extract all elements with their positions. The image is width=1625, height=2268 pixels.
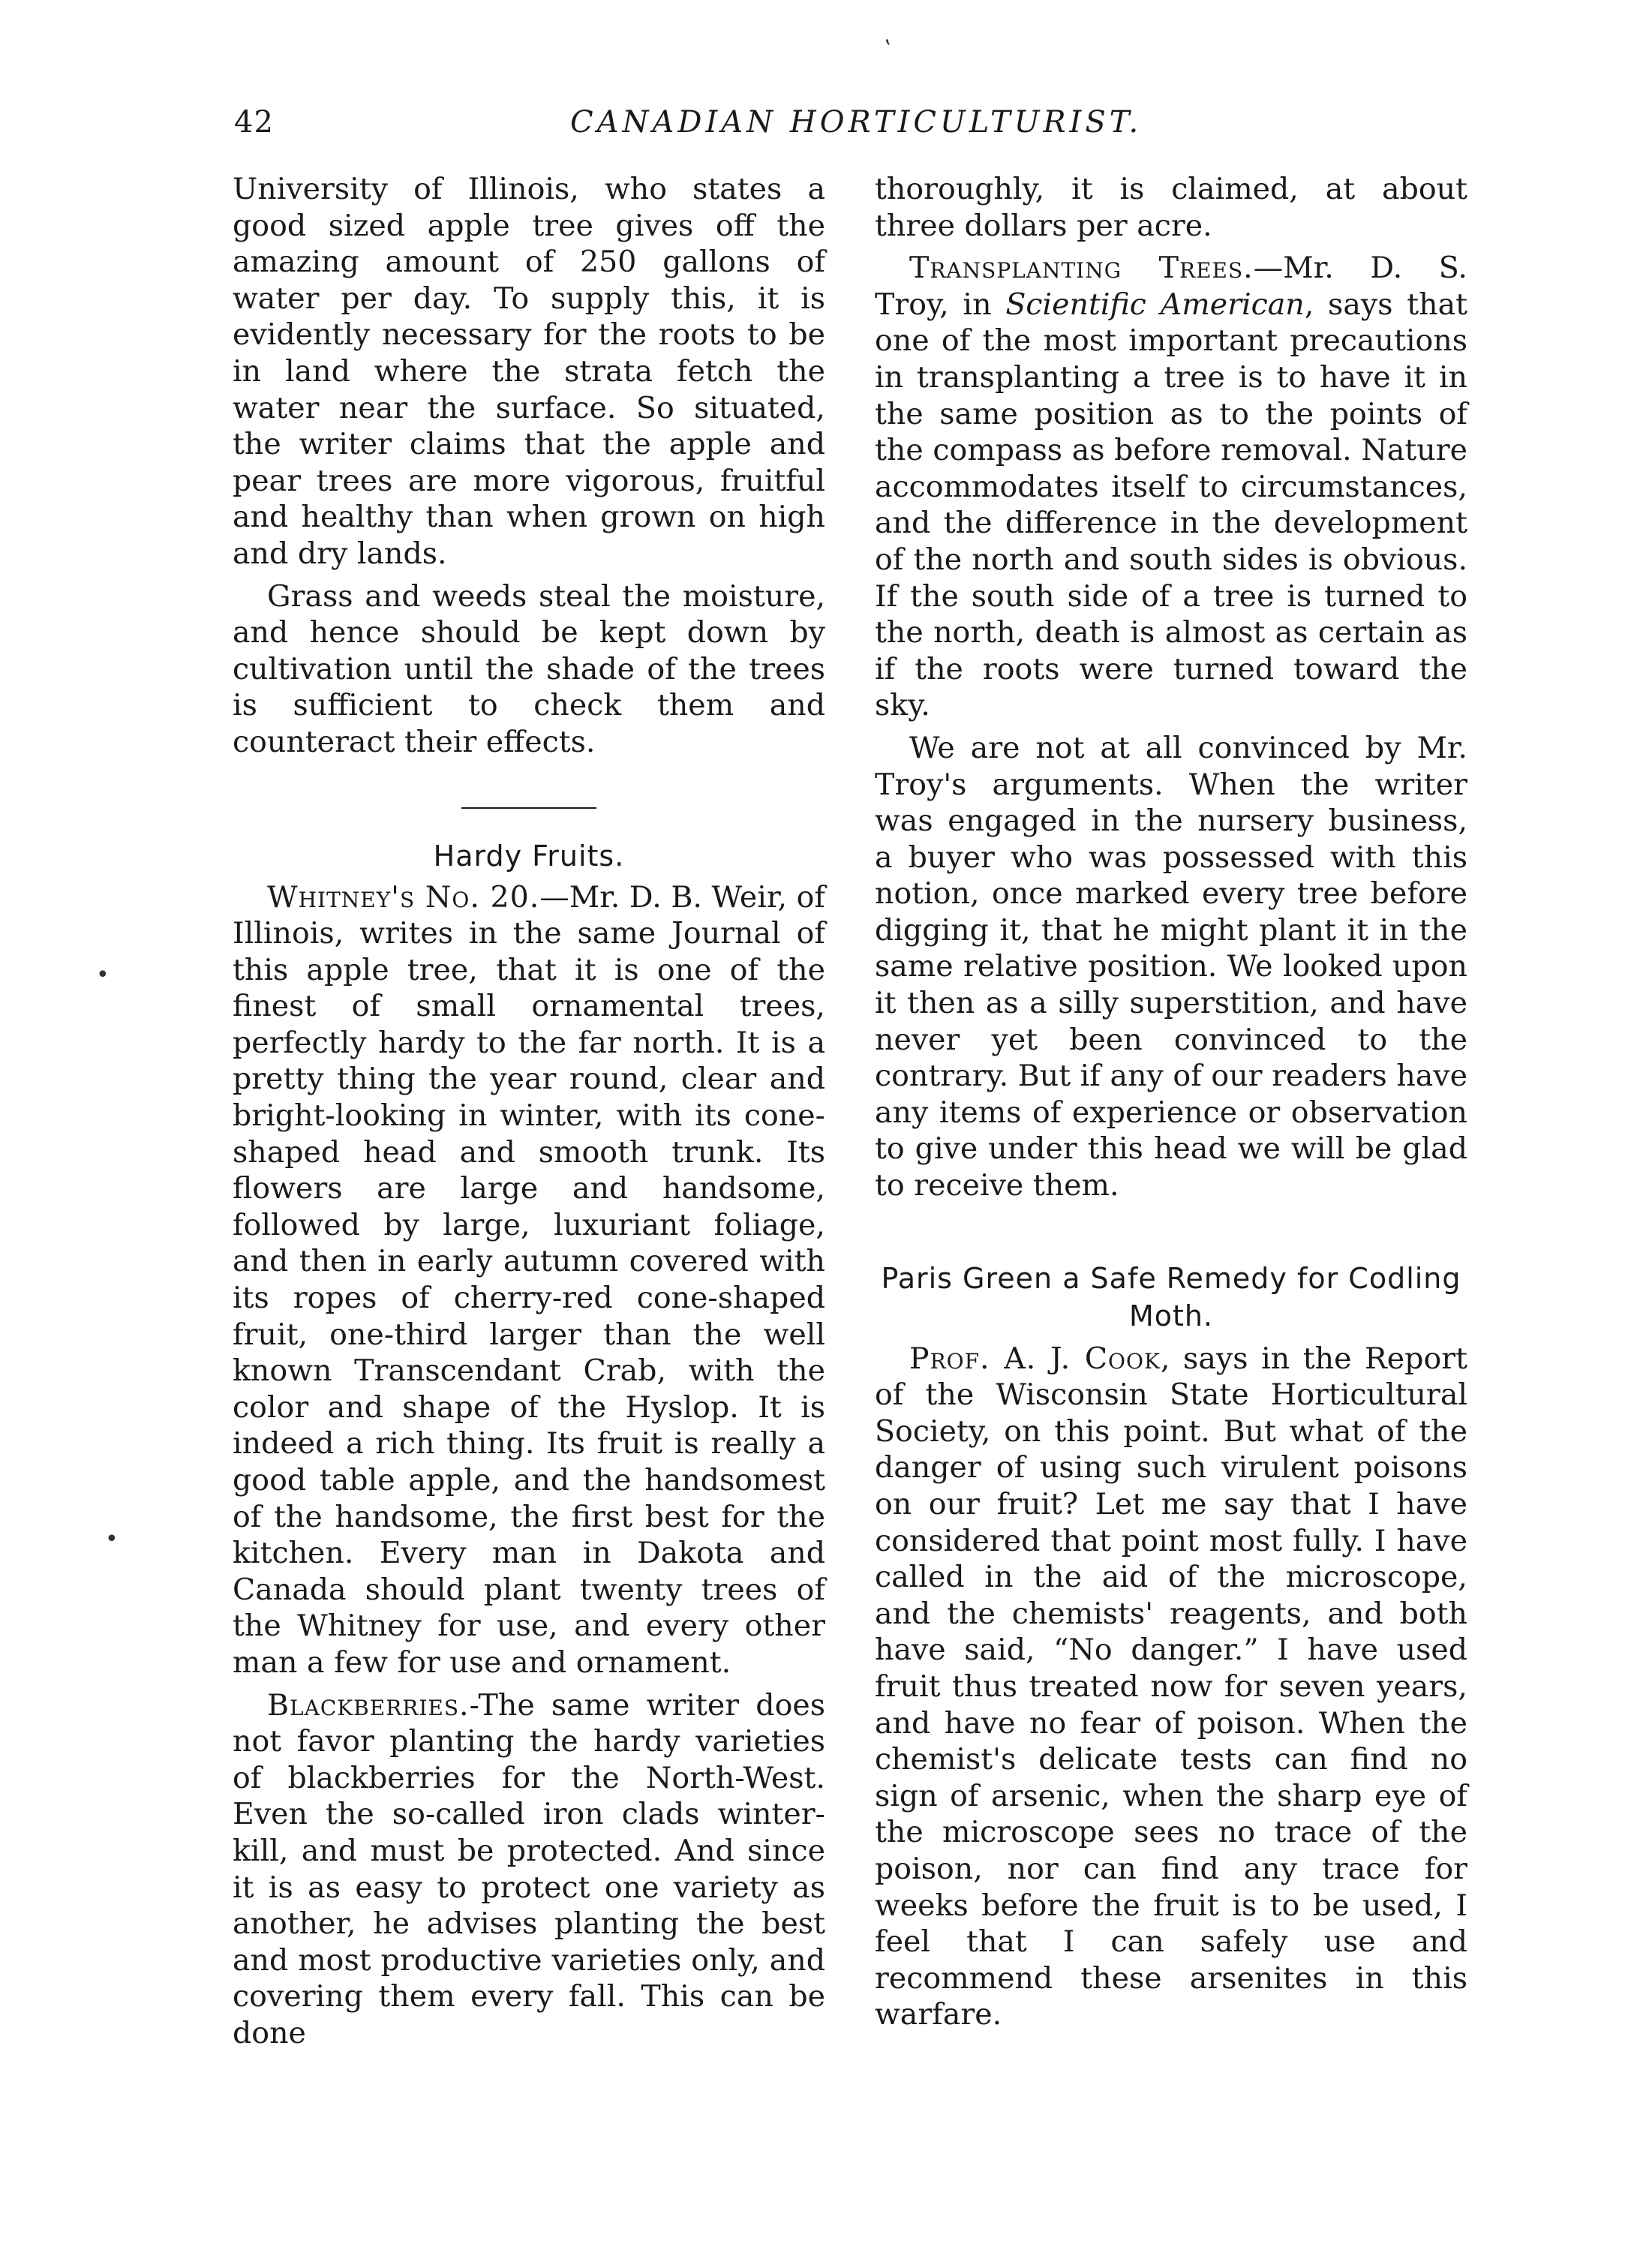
- article-paragraph: [233, 1687, 825, 2052]
- section-heading: Hardy Fruits.: [433, 839, 625, 873]
- paragraph-lead: Whitney's No. 20.: [267, 879, 540, 915]
- left-column: [233, 171, 825, 2052]
- section-heading: Paris Green a Safe Remedy for Codling Moth.: [881, 1261, 1461, 1332]
- page-number: 42: [234, 105, 274, 140]
- scan-dot: •: [105, 1526, 119, 1552]
- article-paragraph: Grass and weeds steal the moisture, and hence should be kept down by cultivation until the shade of the trees is sufficient to check them and counteract their effects.: [233, 578, 825, 759]
- scan-dot: •: [96, 962, 110, 988]
- section-divider: [461, 807, 596, 809]
- paragraph-text: —Mr. D. B. Weir, of Illinois, writes in the same Journal of this apple tree, that it is one of the finest of small ornamental trees, perfectly hardy to the far north. It is a pretty thing the year round, clear and bright-looking in winter, with its cone-shaped head and smooth trunk. Its flowers are large and handsome, followed by large, luxuriant foliage, and then in early autumn covered with its ropes of cherry-red cone-shaped fruit, one-third larger than the well known Transcendant Crab, with the color and shape of the Hyslop. It is indeed a rich thing. Its fruit is really a good table apple, and the handsomest of the handsome, the first best for the kitchen. Every man in Dakota and Canada should plant twenty trees of the Whitney for use, and every other man a few for use and ornament.: [233, 879, 825, 1680]
- article-paragraph: thoroughly, it is claimed, at about three dollars per acre.: [875, 172, 1467, 243]
- paragraph-text: —Mr. D. S. Troy, in: [875, 251, 1467, 322]
- article-paragraph: [233, 879, 825, 1681]
- paragraph-text: , says that one of the most important precautions in transplanting a tree is to have it in the same position as to the points of the compass as before removal. Nature accommodates itself to circumstances, and the difference in the development of the north and south sides is obvious. If the south side of a tree is turned to the north, death is almost as certain as if the roots were turned toward the sky.: [875, 287, 1467, 723]
- journal-title: CANADIAN HORTICULTURIST.: [570, 105, 1143, 140]
- article-paragraph: [875, 1341, 1467, 2033]
- paragraph-text: -The same writer does not favor planting the hardy varieties of blackberries for the North-West. Even the so-called iron clads winter-kill, and must be protected. And since it is as easy to protect one variety as another, he advises planting the best and most productive varieties only, and covering them every fall. This can be done: [233, 1687, 825, 2050]
- article-paragraph: We are not at all convinced by Mr. Troy's arguments. When the writer was engaged in the nursery business, a buyer who was possessed with this notion, once marked every tree before digging it, that he might plant it in the same relative position. We looked upon it then as a silly superstition, and have never yet been convinced to the contrary. But if any of our readers have any items of experience or observation to give under this head we will be glad to receive them.: [875, 730, 1467, 1203]
- paragraph-lead: Prof. A. J. Cook: [909, 1341, 1161, 1376]
- paragraph-text: , says in the Report of the Wisconsin State Horticultural Society, on this point. But what of the danger of using such virulent poisons on our fruit? Let me say that I have considered that point most fully. I have called in the aid of the microscope, and the chemists' reagents, and both have said, “No danger.” I have used fruit thus treated now for seven years, and have no fear of poison. When the chemist's delicate tests can find no sign of arsenic, when the sharp eye of the microscope sees no trace of the poison, nor can find any trace for weeks before the fruit is to be used, I feel that I can safely use and recommend these arsenites in this warfare.: [875, 1341, 1467, 2032]
- running-head: [225, 105, 1193, 150]
- right-column: [875, 171, 1467, 2033]
- paragraph-lead: Transplanting Trees.: [909, 251, 1254, 286]
- scan-speck: ʽ: [884, 36, 891, 62]
- article-paragraph: [875, 250, 1467, 724]
- source-title: Scientific American: [1005, 287, 1305, 322]
- article-paragraph: University of Illinois, who states a good sized apple tree gives off the amazing amount of 250 gallons of water per day. To supply this, it is evidently necessary for the roots to be in land where the strata fetch the water near the surface. So situated, the writer claims that the apple and pear trees are more vigorous, fruitful and healthy than when grown on high and dry lands.: [233, 172, 825, 571]
- paragraph-lead: Blackberries.: [267, 1687, 470, 1723]
